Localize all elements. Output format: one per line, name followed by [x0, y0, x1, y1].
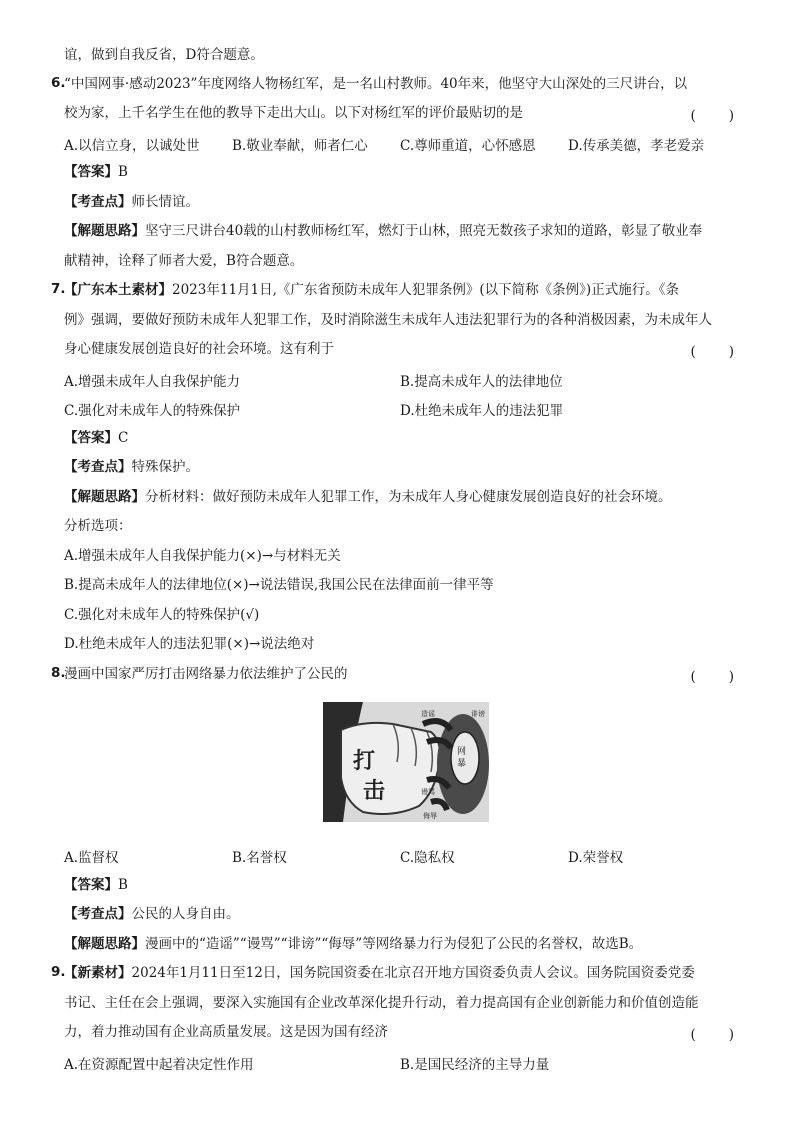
- option-d: D.传承美德，孝老爱亲: [568, 138, 705, 154]
- option-a: A.增强未成年人自我保护能力: [64, 374, 241, 390]
- option-b: B.提高未成年人的法律地位: [400, 374, 563, 390]
- answer-line: [64, 163, 128, 181]
- solution-line: [64, 935, 642, 953]
- cartoon-image: [323, 702, 489, 822]
- solution-line: [64, 222, 702, 240]
- option-a: A.在资源配置中起着决定性作用: [64, 1057, 254, 1073]
- question-stem: “中国网事·感动2023”年度网络人物杨红军，是一名山村教师。40年来，他坚守大山深处的三尺讲台，以: [64, 76, 688, 92]
- answer-bracket: ( ): [690, 669, 736, 685]
- option-c: C.尊师重道，心怀感恩: [400, 138, 536, 154]
- solution-text: 分析材料：做好预防未成年人犯罪工作，为未成年人身心健康发展创造良好的社会环境。: [145, 489, 672, 505]
- monster-mouth: [451, 732, 479, 784]
- solution-text: 坚守三尺讲台40载的山村教师杨红军，燃灯于山林，照亮无数孩子求知的道路，彰显了敬业奉: [145, 223, 703, 239]
- option-b: B.是国民经济的主导力量: [400, 1057, 550, 1073]
- answer-label: 【答案】: [64, 430, 118, 446]
- option-c: C.强化对未成年人的特殊保护: [64, 403, 241, 419]
- question-stem: 书记、主任在会上强调，要深入实施国有企业改革深化提升行动，着力提高国有企业创新能力和价值创造能: [64, 995, 699, 1011]
- material-tag: 【新素材】: [64, 965, 132, 981]
- option-b: B.敬业奉献，师者仁心: [232, 138, 368, 154]
- option-d: D.杜绝未成年人的违法犯罪: [400, 403, 564, 419]
- solution-line: [64, 488, 672, 506]
- analysis-item: C.强化对未成年人的特殊保护(√): [64, 607, 260, 623]
- material-tag: 【广东本土素材】: [64, 282, 172, 298]
- answer-bracket: ( ): [690, 108, 736, 124]
- fist-text-1: 打: [353, 749, 376, 774]
- label-wuru: 侮辱: [423, 812, 437, 820]
- answer-label: 【答案】: [64, 164, 118, 180]
- answer-label: 【答案】: [64, 877, 118, 893]
- option-b: B.名誉权: [232, 850, 287, 866]
- answer-bracket: ( ): [690, 344, 736, 360]
- key-point-label: 【考查点】: [64, 906, 132, 922]
- question-stem: 校为家，上千名学生在他的教导下走出大山。以下对杨红军的评价最贴切的是: [64, 105, 523, 121]
- question-number: 8.: [51, 665, 66, 681]
- key-point-text: 师长情谊。: [131, 194, 199, 210]
- solution-label: 【解题思路】: [64, 489, 145, 505]
- answer-value: B: [118, 877, 128, 893]
- answer-line: [64, 429, 128, 447]
- label-wangbao-2: 暴: [457, 759, 467, 769]
- question-stem: 漫画中国家严厉打击网络暴力依法维护了公民的: [64, 666, 348, 682]
- label-manma: 谩骂: [421, 788, 435, 796]
- answer-value: B: [118, 164, 128, 180]
- key-point-line: [64, 905, 240, 923]
- option-c: C.隐私权: [400, 850, 455, 866]
- question-number: 9.: [51, 964, 66, 980]
- text-line: 谊，做到自我反省，D符合题意。: [64, 47, 264, 63]
- key-point-text: 公民的人身自由。: [131, 906, 240, 922]
- label-wangbao-1: 网: [457, 747, 467, 757]
- label-zaoyao: 造谣: [421, 710, 435, 718]
- option-a: A.以信立身，以诚处世: [64, 138, 200, 154]
- question-stem: 【新素材】2024年1月11日至12日，国务院国资委在北京召开地方国资委负责人会议。国务院国资委党委: [64, 965, 695, 981]
- question-stem: 身心健康发展创造良好的社会环境。这有利于: [64, 341, 334, 357]
- question-number: 7.: [51, 281, 66, 297]
- solution-text: 献精神，诠释了师者大爱，B符合题意。: [64, 253, 304, 269]
- analysis-heading: 分析选项：: [64, 518, 132, 534]
- option-d: D.荣誉权: [568, 850, 624, 866]
- key-point-label: 【考查点】: [64, 194, 132, 210]
- key-point-line: [64, 193, 199, 211]
- fist-text-2: 击: [363, 779, 386, 804]
- solution-label: 【解题思路】: [64, 936, 145, 952]
- solution-text: 漫画中的“造谣”“谩骂”“诽谤”“侮辱”等网络暴力行为侵犯了公民的名誉权，故选B。: [145, 936, 643, 952]
- analysis-item: D.杜绝未成年人的违法犯罪(×)→说法绝对: [64, 636, 315, 652]
- solution-label: 【解题思路】: [64, 223, 145, 239]
- question-stem: 力，着力推动国有企业高质量发展。这是因为国有经济: [64, 1024, 388, 1040]
- question-stem: 【广东本土素材】2023年11月1日,《广东省预防未成年人犯罪条例》(以下简称《条例》)正式施行。《条: [64, 282, 679, 298]
- question-stem: 例》强调，要做好预防未成年人犯罪工作，及时消除滋生未成年人违法犯罪行为的各种消极因素，为未成年人: [64, 312, 712, 328]
- answer-value: C: [118, 430, 129, 446]
- key-point-line: [64, 458, 199, 476]
- answer-line: [64, 876, 128, 894]
- question-number: 6.: [51, 75, 66, 91]
- key-point-label: 【考查点】: [64, 459, 132, 475]
- analysis-item: B.提高未成年人的法律地位(×)→说法错误,我国公民在法律面前一律平等: [64, 577, 494, 593]
- answer-bracket: ( ): [690, 1027, 736, 1043]
- analysis-item: A.增强未成年人自我保护能力(×)→与材料无关: [64, 548, 341, 564]
- label-feibang: 诽谤: [471, 710, 485, 718]
- key-point-text: 特殊保护。: [131, 459, 199, 475]
- option-a: A.监督权: [64, 850, 119, 866]
